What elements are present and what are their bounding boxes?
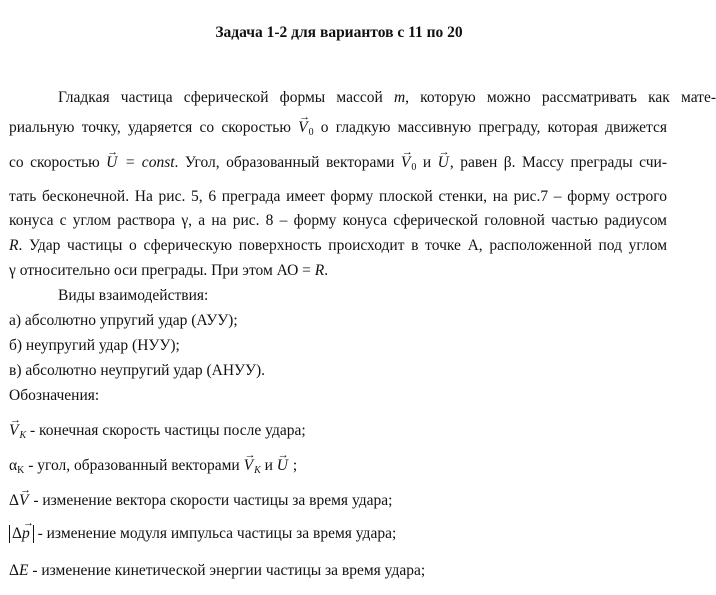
notation-delta-v: Δ→ V - изменение вектора скорости частицы за время удара; — [9, 491, 392, 511]
paragraph-line-6: R. Удар частицы о сферическую поверхность происходит в точке А, расположенной под углом — [9, 237, 667, 254]
vector-u-c: → U — [277, 456, 289, 476]
paragraph-line-1: Гладкая частица сферической формы массой m, которую можно рассматривать как мате- — [58, 89, 716, 106]
page-title: Задача 1-2 для вариантов с 11 по 20 — [215, 24, 463, 41]
notation-vk: → VK - конечная скорость частицы после удара; — [9, 421, 306, 446]
radius-symbol: R — [9, 237, 19, 254]
notation-heading: Обозначения: — [9, 387, 100, 404]
vector-vk-b: → V — [244, 456, 254, 476]
paragraph-line-7: γ относительно оси преграды. При этом АО = R. — [9, 262, 329, 279]
notation-delta-e: ΔE - изменение кинетической энергии частицы за время удара; — [9, 562, 426, 579]
paragraph-line-3: со скоростью → U = const. Угол, образованный векторами → $V_0$ и → U, равен β. Массу преграды счи- — [9, 153, 667, 178]
notation-alpha: $\alpha_K$ - угол, образованный векторами → VK и → U ; — [9, 456, 297, 481]
abs-delta-p: Δ→ p — [9, 525, 34, 543]
mass-symbol: m — [393, 89, 406, 106]
vector-vk: → V — [9, 421, 19, 441]
vector-p: → p — [22, 525, 31, 543]
notation-delta-p: Δ→ p - изменение модуля импульса частицы за время удара; — [9, 524, 396, 544]
paragraph-line-2: риальную точку, ударяется со скоростью → $V_0$ о гладкую массивную преграду, которая движется — [9, 118, 667, 143]
paragraph-line-5: конуса с углом раствора γ, а на рис. 8 – форму конуса сферической головной частью радиусом — [9, 212, 667, 229]
vector-v0-b: → V — [401, 153, 411, 173]
paragraph-line-4: тать бесконечной. На рис. 5, 6 преграда имеет форму плоской стенки, на рис.7 – форму острого — [9, 188, 667, 205]
vector-u: → U — [106, 153, 118, 173]
vector-delta-v: → V — [19, 491, 29, 511]
interaction-type-a: а) абсолютно упругий удар (АУУ); — [9, 312, 238, 329]
vector-v0: → V — [298, 118, 308, 138]
interaction-type-c: в) абсолютно неупругий удар (АНУУ). — [9, 362, 265, 379]
interaction-types-heading: Виды взаимодействия: — [58, 287, 209, 304]
vector-u-b: → U — [438, 153, 450, 173]
energy-symbol: E — [18, 562, 29, 579]
interaction-type-b: б) неупругий удар (НУУ); — [9, 337, 180, 354]
